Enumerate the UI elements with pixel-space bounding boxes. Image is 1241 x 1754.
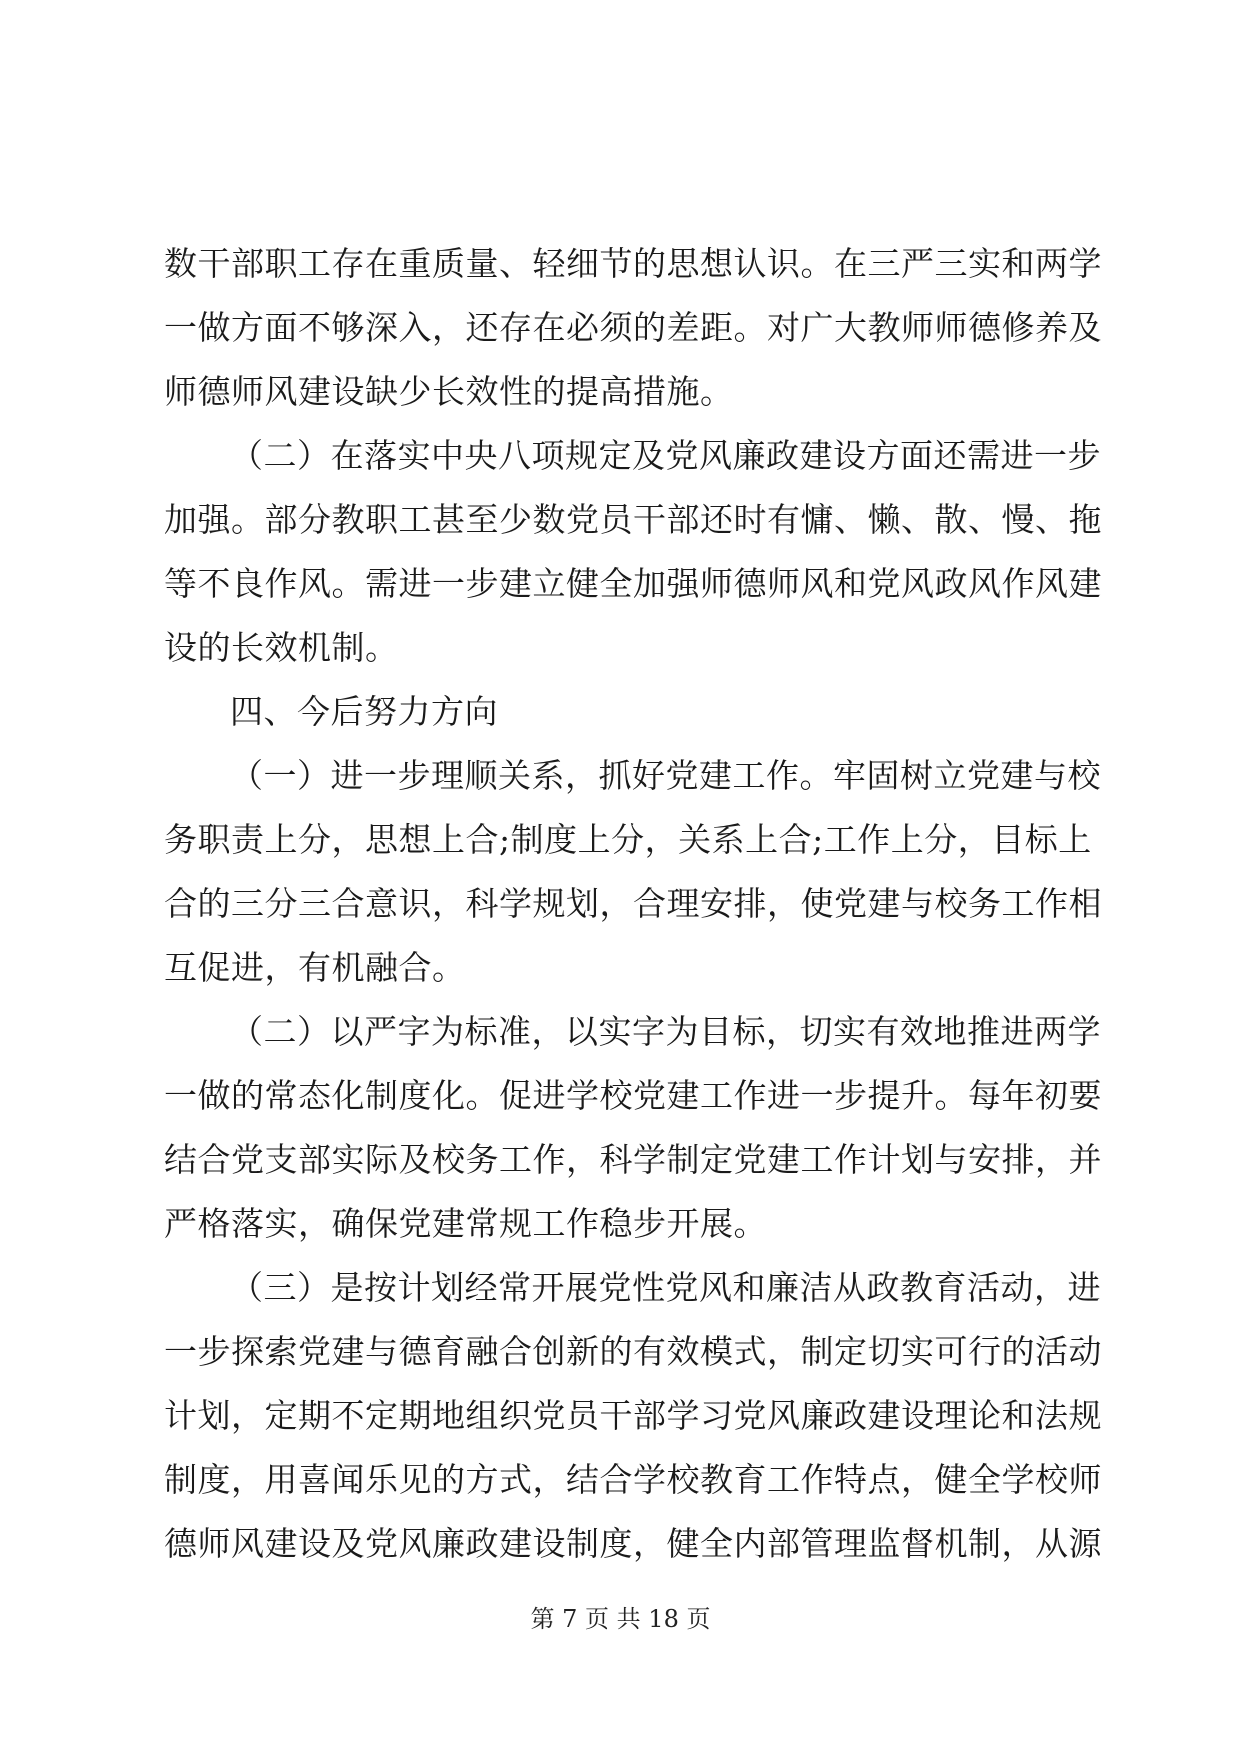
text-line: 严格落实，确保党建常规工作稳步开展。 [164,1204,767,1243]
text-line: （二）在落实中央八项规定及党风廉政建设方面还需进一步 [230,436,1101,475]
paragraph [164,1000,1102,1256]
text-line: 一做方面不够深入，还存在必须的差距。对广大教师师德修养及 [164,308,1102,347]
text-line: 结合党支部实际及校务工作，科学制定党建工作计划与安排，并 [164,1140,1102,1179]
document-body [164,232,1102,1576]
text-line: 一步探索党建与德育融合创新的有效模式，制定切实可行的活动 [164,1332,1102,1371]
paragraph [164,232,1102,424]
text-line: 一做的常态化制度化。促进学校党建工作进一步提升。每年初要 [164,1076,1102,1115]
text-line: 合的三分三合意识，科学规划，合理安排，使党建与校务工作相 [164,884,1102,923]
page-footer [0,1604,1241,1634]
text-line: （二）以严字为标准，以实字为目标，切实有效地推进两学 [230,1012,1101,1051]
text-line: （一）进一步理顺关系，抓好党建工作。牢固树立党建与校 [230,756,1101,795]
heading-text: 四、今后努力方向 [230,692,498,731]
text-line: 设的长效机制。 [164,628,399,667]
text-line: 师德师风建设缺少长效性的提高措施。 [164,372,734,411]
paragraph [164,424,1102,680]
section-heading [164,680,1076,744]
paragraph [164,744,1102,1000]
text-line: 加强。部分教职工甚至少数党员干部还时有慵、懒、散、慢、拖 [164,500,1102,539]
text-line: 等不良作风。需进一步建立健全加强师德师风和党风政风作风建 [164,564,1102,603]
page-number: 第 7 页 共 18 页 [530,1605,711,1633]
paragraph [164,1256,1102,1576]
text-line: 德师风建设及党风廉政建设制度，健全内部管理监督机制，从源 [164,1524,1102,1563]
text-line: 务职责上分，思想上合;制度上分，关系上合;工作上分，目标上 [164,820,1092,859]
text-line: 数干部职工存在重质量、轻细节的思想认识。在三严三实和两学 [164,244,1102,283]
text-line: 制度，用喜闻乐见的方式，结合学校教育工作特点，健全学校师 [164,1460,1102,1499]
text-line: 计划，定期不定期地组织党员干部学习党风廉政建设理论和法规 [164,1396,1102,1435]
text-line: （三）是按计划经常开展党性党风和廉洁从政教育活动，进 [230,1268,1101,1307]
text-line: 互促进，有机融合。 [164,948,466,987]
